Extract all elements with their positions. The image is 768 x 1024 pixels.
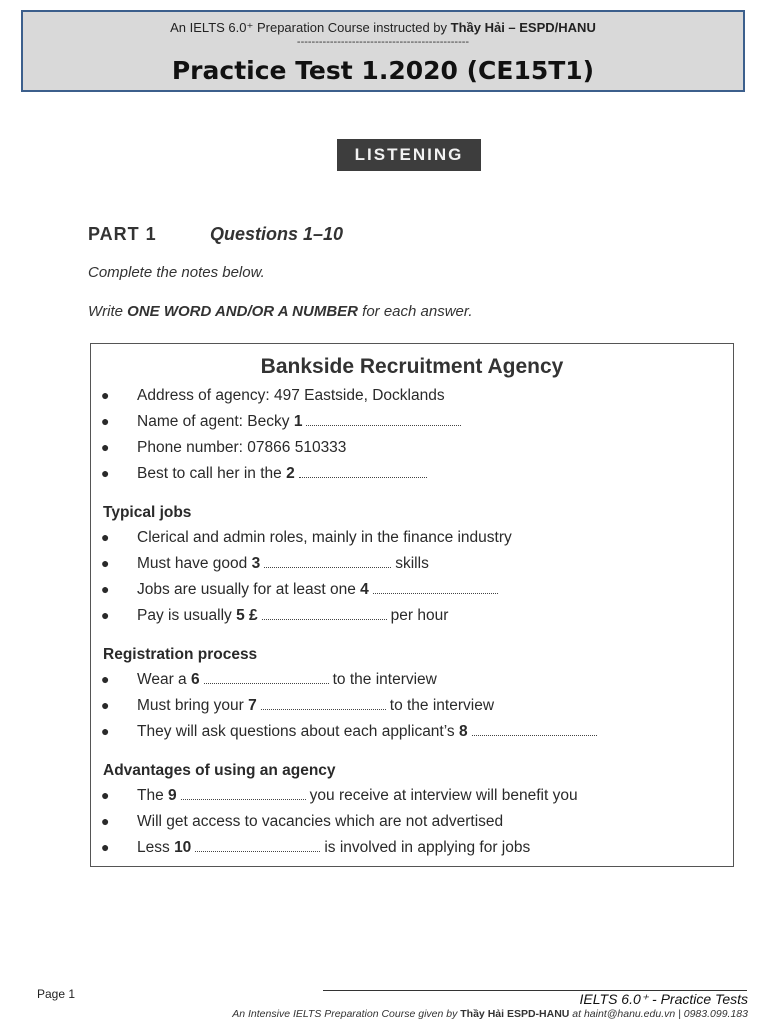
questions-range: Questions 1–10 (210, 224, 344, 244)
question-number: 10 (174, 839, 192, 856)
item-prefix: Pay is usually (137, 607, 237, 624)
answer-blank[interactable] (195, 839, 320, 852)
instruction-bold: ONE WORD AND/OR A NUMBER (127, 303, 358, 320)
question-number: 4 (360, 581, 369, 598)
item-text (137, 723, 601, 741)
footer-credits-suffix: at haint@hanu.edu.vn | 0983.099.183 (569, 1008, 748, 1020)
bullet-icon: ● (101, 439, 110, 455)
bullet-icon: ● (101, 839, 110, 855)
page-number: Page 1 (37, 987, 76, 1001)
instruction-line-2 (88, 303, 473, 320)
item-suffix: skills (395, 555, 429, 572)
question-number: 3 (251, 555, 261, 572)
answer-blank[interactable] (373, 581, 498, 594)
item-suffix: you receive at interview will benefit you (309, 787, 578, 804)
answer-blank[interactable] (299, 465, 427, 478)
bullet-icon: ● (101, 723, 110, 739)
item-text (137, 607, 448, 625)
item-text (137, 671, 437, 689)
bullet-icon: ● (101, 465, 110, 481)
item-prefix: Must have good (137, 555, 252, 572)
item-prefix: Wear a (137, 671, 191, 688)
item-prefix: Name of agent: Becky (137, 413, 294, 430)
answer-blank[interactable] (306, 413, 461, 426)
item-text (137, 787, 578, 805)
bullet-icon: ● (101, 697, 110, 713)
answer-blank[interactable] (472, 723, 597, 736)
header-banner (21, 10, 745, 92)
bullet-icon: ● (101, 607, 110, 623)
instruction-prefix: Write (88, 303, 128, 320)
course-line-prefix: An IELTS 6.0⁺ Preparation Course instructed by (170, 20, 451, 35)
footer-credits-bold: Thầy Hải ESPD-HANU (460, 1008, 570, 1020)
item-text: Phone number: 07866 510333 (137, 439, 347, 456)
question-number: 1 (293, 413, 303, 430)
instructor-name: Thầy Hải (450, 20, 505, 35)
section-heading-typical-jobs: Typical jobs (103, 504, 192, 521)
footer-credits-prefix: An Intensive IELTS Preparation Course given by (232, 1008, 461, 1020)
bullet-icon: ● (101, 787, 110, 803)
listening-label: LISTENING (337, 139, 481, 171)
item-text (137, 697, 494, 715)
question-number: 5 £ (236, 607, 258, 624)
part-heading (88, 224, 343, 245)
item-suffix: is involved in applying for jobs (324, 839, 531, 856)
item-suffix: to the interview (332, 671, 437, 688)
item-text (137, 839, 530, 857)
bullet-icon: ● (101, 413, 110, 429)
item-text (137, 465, 431, 483)
part-label: PART 1 (88, 224, 157, 244)
answer-blank[interactable] (264, 555, 391, 568)
dash-divider: ----------------------------------------------- (296, 36, 470, 48)
item-text: Clerical and admin roles, mainly in the finance industry (137, 529, 512, 546)
item-prefix: The (137, 787, 169, 804)
question-number: 6 (191, 671, 200, 688)
section-heading-advantages: Advantages of using an agency (103, 762, 336, 779)
item-suffix: to the interview (389, 697, 495, 714)
instruction-line-1: Complete the notes below. (88, 264, 265, 281)
item-prefix: They will ask questions about each applicant’s (137, 723, 459, 740)
question-number: 2 (286, 465, 295, 482)
item-prefix: Jobs are usually for at least one (137, 581, 361, 598)
notes-title: Bankside Recruitment Agency (260, 355, 564, 378)
item-prefix: Best to call her in the (137, 465, 287, 482)
notes-box (90, 343, 734, 867)
question-number: 8 (458, 723, 468, 740)
bullet-icon: ● (101, 671, 110, 687)
answer-blank[interactable] (262, 607, 387, 620)
answer-blank[interactable] (261, 697, 386, 710)
item-suffix: per hour (390, 607, 449, 624)
question-number: 7 (248, 697, 257, 714)
item-text (137, 413, 465, 431)
bullet-icon: ● (101, 555, 110, 571)
page-title: Practice Test 1.2020 (CE15T1) (171, 56, 595, 85)
instruction-suffix: for each answer. (358, 303, 473, 320)
section-heading-registration: Registration process (103, 646, 258, 663)
item-text (137, 581, 502, 599)
bullet-icon: ● (101, 581, 110, 597)
answer-blank[interactable] (181, 787, 306, 800)
course-line (23, 20, 743, 36)
item-prefix: Must bring your (137, 697, 249, 714)
bullet-icon: ● (101, 813, 110, 829)
question-number: 9 (168, 787, 177, 804)
bullet-icon: ● (101, 529, 110, 545)
course-line-suffix: – ESPD/HANU (504, 20, 596, 35)
item-text (137, 555, 429, 573)
answer-blank[interactable] (204, 671, 329, 684)
item-prefix: Less (137, 839, 175, 856)
footer-credits (232, 1008, 748, 1020)
footer-title: IELTS 6.0⁺ - Practice Tests (579, 991, 748, 1007)
item-text: Address of agency: 497 Eastside, Docklands (137, 387, 445, 404)
bullet-icon: ● (101, 387, 110, 403)
item-text: Will get access to vacancies which are not advertised (137, 813, 504, 830)
